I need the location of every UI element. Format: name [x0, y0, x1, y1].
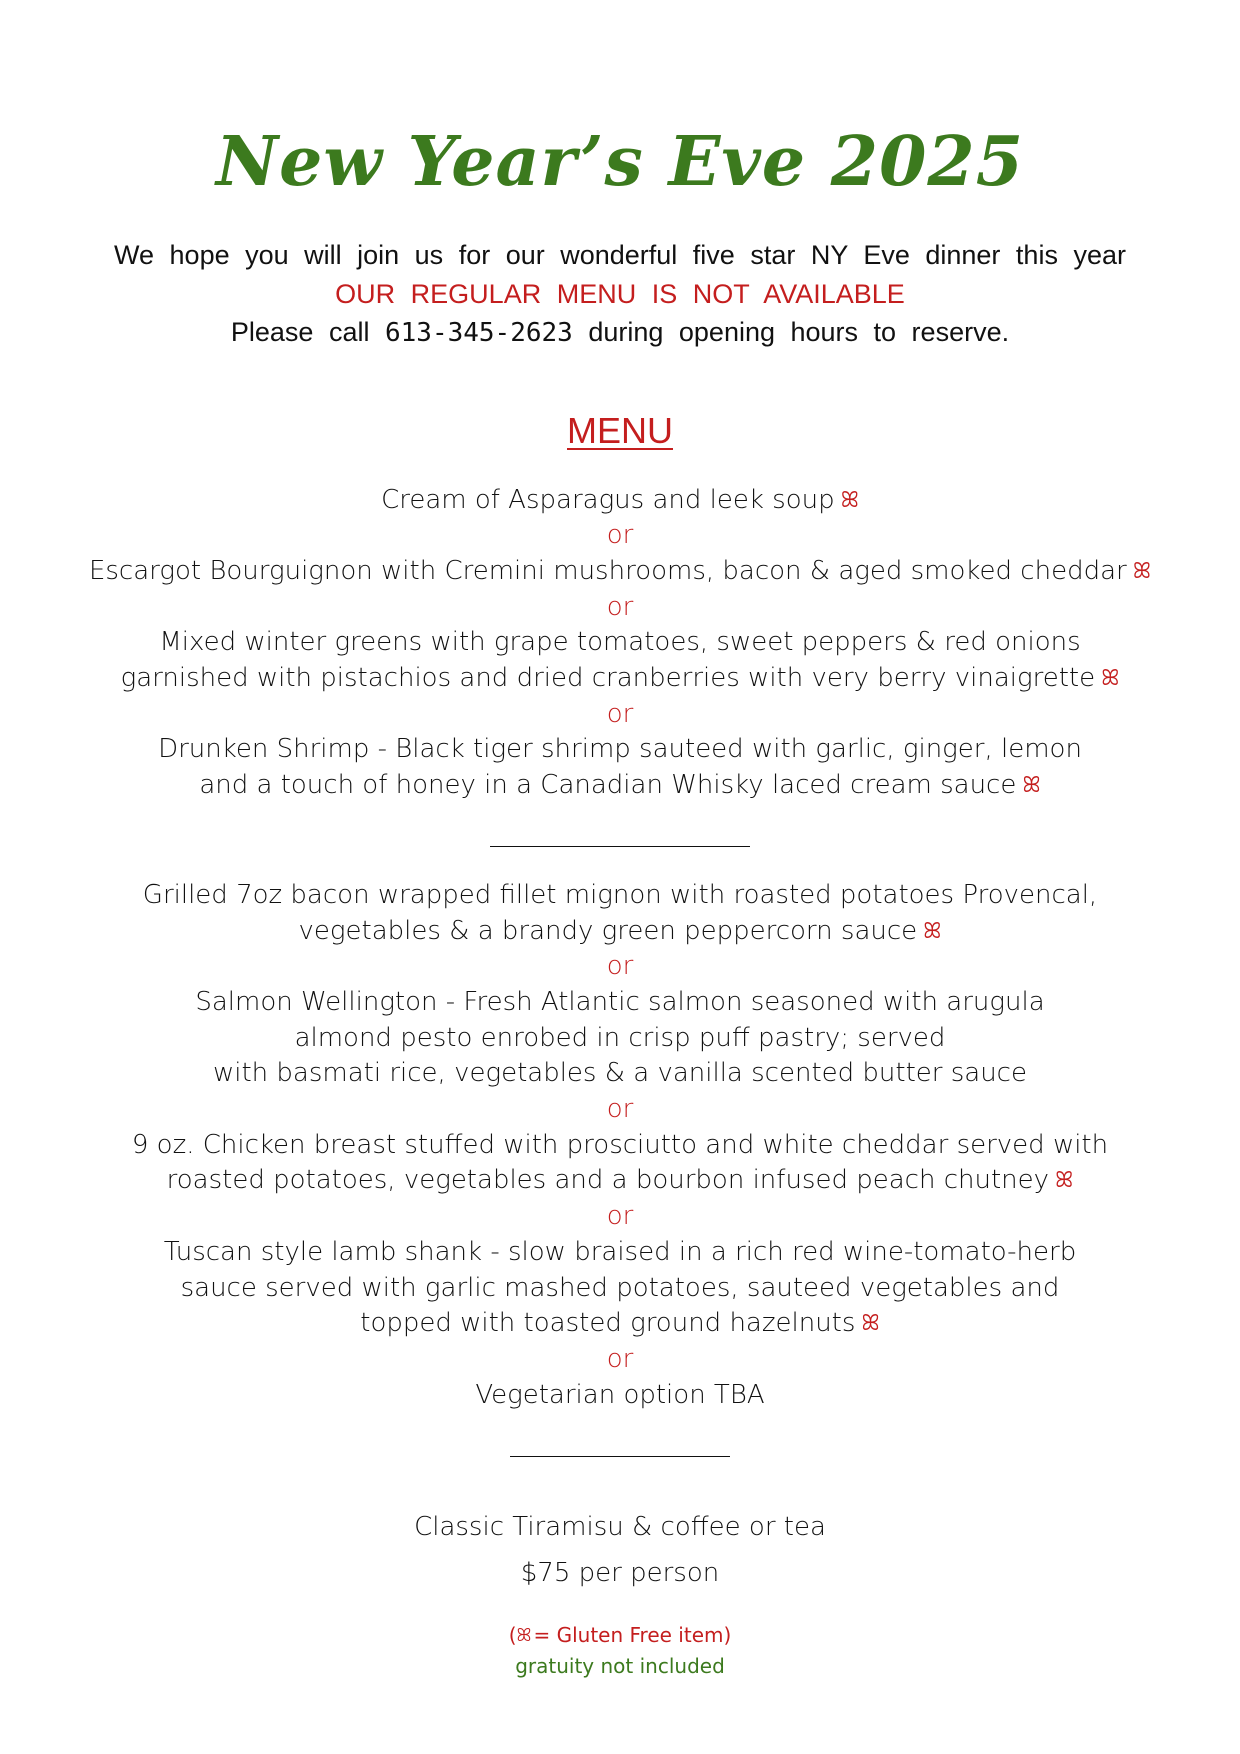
mains-item-text: sauce served with garlic mashed potatoes, sauteed vegetables and [180, 1272, 1060, 1303]
starters-item-line [0, 625, 1240, 661]
or-separator: or [606, 1094, 634, 1125]
starters-item-text: Drunken Shrimp - Black tiger shrimp sauteed with garlic, ginger, lemon [158, 734, 1082, 765]
mains-item-text: Grilled 7oz bacon wrapped fillet mignon with roasted potatoes Provencal, [142, 879, 1098, 910]
mains-item-line [0, 1378, 1240, 1414]
dessert-item: Classic Tiramisu & coffee or tea [414, 1512, 826, 1543]
mains-item-line [0, 1163, 1240, 1199]
gluten-free-legend [0, 1620, 1240, 1651]
gluten-free-icon: ꕤ [840, 487, 859, 513]
gluten-free-icon: ꕤ [1055, 1168, 1074, 1194]
mains-item-text: vegetables & a brandy green peppercorn sauce [298, 915, 918, 946]
mains-item-line [0, 985, 1240, 1021]
reservation-text-after: during opening hours to reserve. [588, 317, 1010, 347]
mains-section [0, 878, 1240, 1414]
mains-item-text: 9 oz. Chicken breast stuffed with prosciutto and white cheddar served with [131, 1129, 1109, 1160]
legend-open-paren: ( [508, 1622, 517, 1647]
starters-item-line [0, 732, 1240, 768]
gluten-free-icon: ꕤ [861, 1311, 880, 1337]
legend [0, 1620, 1240, 1681]
or-separator: or [606, 951, 634, 982]
intro-line: We hope you will join us for our wonderful five star NY Eve dinner this year [114, 240, 1126, 270]
or-separator: or [606, 1201, 634, 1232]
regular-menu-notice: OUR REGULAR MENU IS NOT AVAILABLE [335, 278, 905, 309]
gluten-free-icon: ꕤ [1022, 773, 1041, 799]
page-title: New Year’s Eve 2025 [215, 122, 1025, 202]
mains-item-line [0, 1306, 1240, 1342]
gluten-free-icon: ꕤ [923, 918, 942, 944]
mains-item-line [0, 1021, 1240, 1057]
price: $75 per person [520, 1558, 720, 1589]
mains-item-text: topped with toasted ground hazelnuts [360, 1308, 856, 1339]
mains-item-text: Vegetarian option TBA [475, 1379, 765, 1410]
intro-block [0, 236, 1240, 353]
starters-item-text: and a touch of honey in a Canadian Whisky laced cream sauce [199, 770, 1017, 801]
mains-item-line [0, 1056, 1240, 1092]
starters-item-line [0, 554, 1240, 590]
mains-item-line [0, 1271, 1240, 1307]
mains-item-line [0, 878, 1240, 914]
or-separator: or [606, 1343, 634, 1374]
gratuity-note: gratuity not included [515, 1653, 725, 1678]
or-separator: or [606, 698, 634, 729]
starters-item-text: Cream of Asparagus and leek soup [381, 484, 835, 515]
mains-item-text: roasted potatoes, vegetables and a bourbon infused peach chutney [166, 1165, 1050, 1196]
mains-item-text: almond pesto enrobed in crisp puff pastry; served [294, 1022, 946, 1053]
gluten-free-icon: ꕤ [516, 1624, 532, 1646]
starters-item-line [0, 768, 1240, 804]
menu-heading: MENU [567, 409, 673, 451]
starters-item-text: Escargot Bourguignon with Cremini mushrooms, bacon & aged smoked cheddar [88, 555, 1127, 586]
starters-item-text: Mixed winter greens with grape tomatoes, sweet peppers & red onions [159, 627, 1081, 658]
section-divider [490, 846, 750, 847]
dessert-section [0, 1510, 1240, 1591]
or-separator: or [606, 520, 634, 551]
mains-item-text: Salmon Wellington - Fresh Atlantic salmon seasoned with arugula [195, 986, 1045, 1017]
starters-item-text: garnished with pistachios and dried cranberries with very berry vinaigrette [120, 663, 1096, 694]
mains-item-line [0, 914, 1240, 950]
or-separator: or [606, 591, 634, 622]
mains-item-line [0, 1235, 1240, 1271]
phone-number: 613-345-2623 [384, 318, 573, 348]
reservation-text-before: Please call [230, 317, 370, 347]
mains-item-line [0, 1128, 1240, 1164]
mains-item-text: with basmati rice, vegetables & a vanilla scented butter sauce [213, 1058, 1027, 1089]
section-divider [510, 1456, 730, 1457]
gluten-free-icon: ꕤ [1101, 666, 1120, 692]
gluten-free-icon: ꕤ [1132, 558, 1152, 584]
mains-item-text: Tuscan style lamb shank - slow braised in a rich red wine-tomato-herb [163, 1236, 1077, 1267]
starters-item-line [0, 483, 1240, 519]
legend-text: = Gluten Free item) [533, 1622, 732, 1647]
starters-section [0, 483, 1240, 804]
starters-item-line [0, 661, 1240, 697]
reservation-line [0, 313, 1240, 353]
